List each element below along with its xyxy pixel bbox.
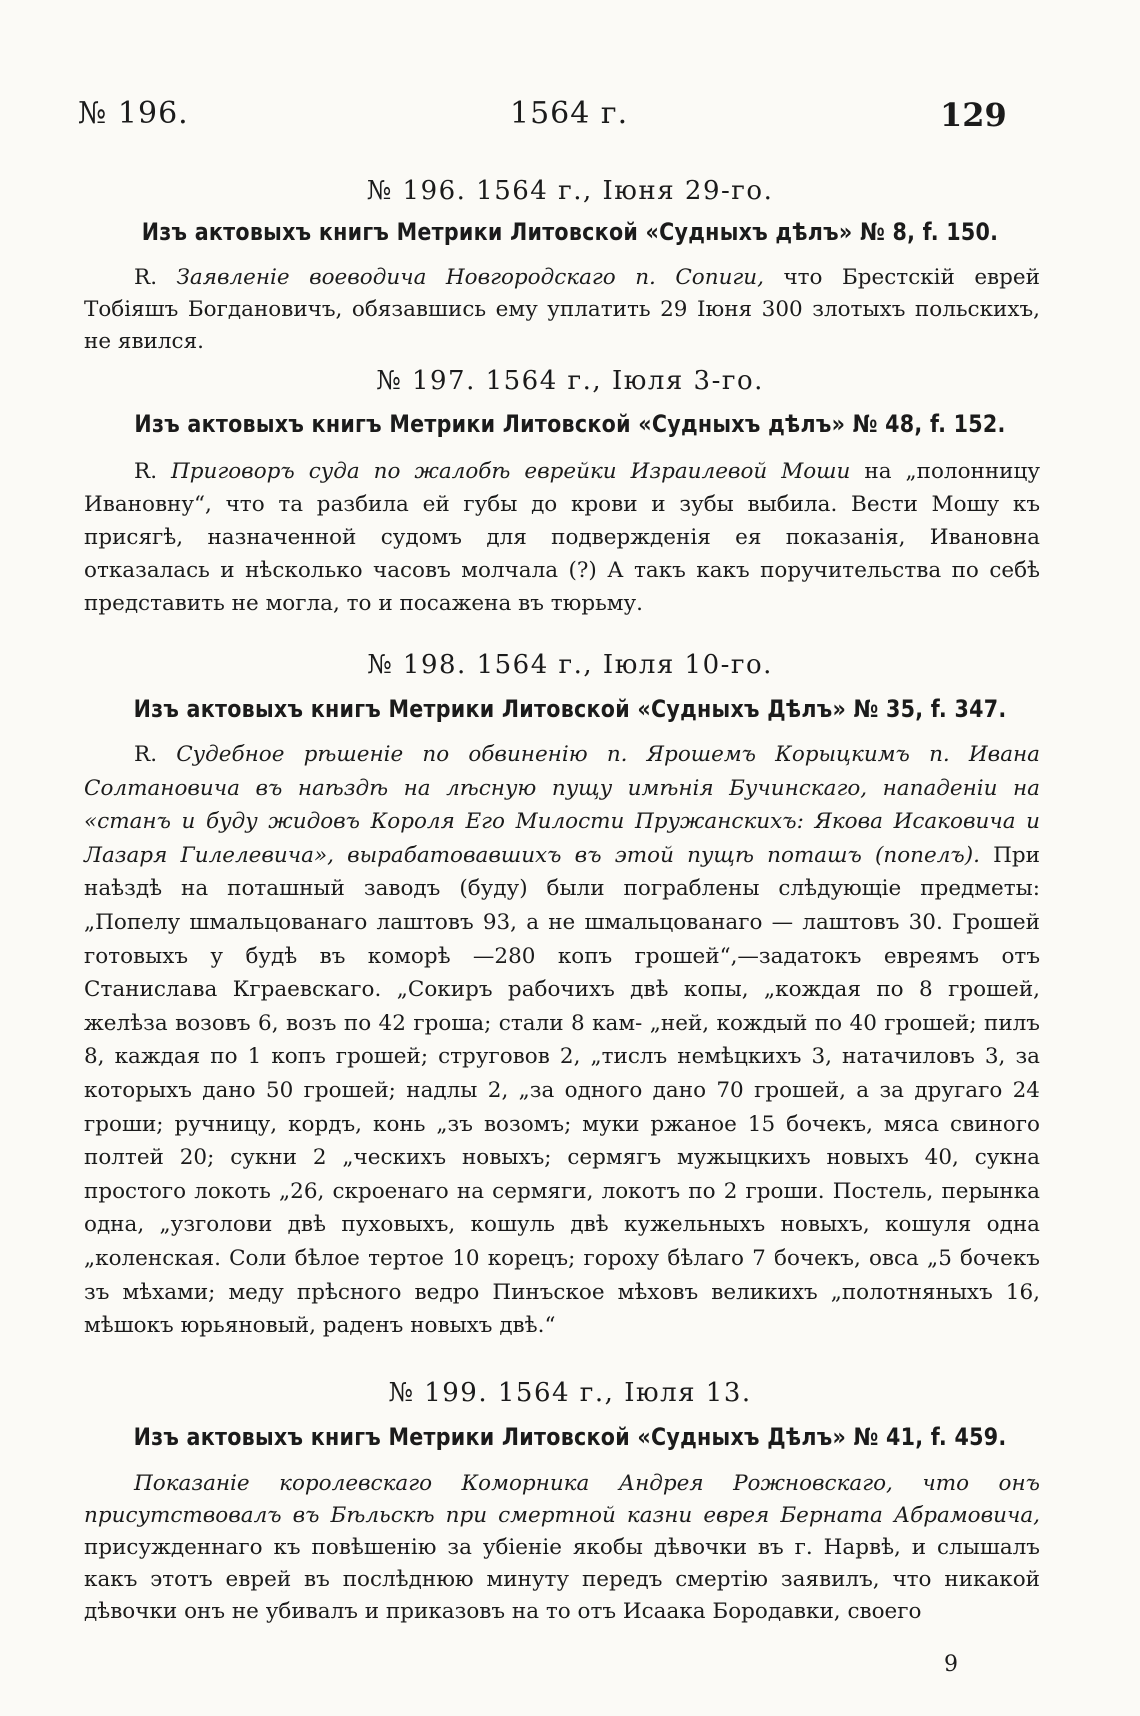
entry-summary-italic: Заявленіе воеводича Новгородскаго п. Сопиги,	[176, 265, 764, 290]
entry-lead: R.	[134, 459, 158, 484]
entry-lead: R.	[134, 742, 158, 767]
entry-source: Изъ актовыхъ книгъ Метрики Литовской «Судныхъ дѣлъ» № 48, f. 152.	[134, 410, 1006, 438]
signature-mark: 9	[944, 1652, 958, 1677]
entry-summary-italic: Приговоръ суда по жалобѣ еврейки Израилевой Моши	[171, 459, 851, 484]
entry-summary-italic: Показаніе королевскаго Коморника Андрея Рожновскаго, что онъ присутствовалъ въ Бѣльскѣ при смертной казни еврея Берната Абрамовича,	[84, 1471, 1040, 1528]
entry-abstract	[84, 738, 1040, 1343]
entry-abstract	[84, 1468, 1040, 1628]
running-head-doc-number: № 196.	[78, 96, 189, 131]
running-head-year: 1564 г.	[510, 96, 629, 131]
entry-source: Изъ актовыхъ книгъ Метрики Литовской «Судныхъ Дѣлъ» № 41, f. 459.	[133, 1423, 1007, 1451]
entry-heading: № 196. 1564 г., Іюня 29-го.	[366, 176, 774, 206]
entry-summary-text: что Брестскій еврей Тобіяшъ Богдановичъ, обязавшись ему уплатить 29 Іюня 300 злотыхъ польскихъ, не явился.	[84, 265, 1040, 354]
entry-abstract	[84, 262, 1040, 358]
entry-source: Изъ актовыхъ книгъ Метрики Литовской «Судныхъ дѣлъ» № 8, f. 150.	[141, 218, 999, 246]
entry-summary-text: на „полонницу Ивановну“, что та разбила ей губы до крови и зубы выбила. Вести Мошу къ присягѣ, назначенной судомъ для подверждeнія ея показанія, Ивановна отказалась и нѣсколько часовъ молчала (?) А такъ какъ поручительства по себѣ представить не могла, то и посажена въ тюрьму.	[84, 459, 1040, 616]
entry-heading: № 197. 1564 г., Іюля 3-го.	[376, 366, 764, 396]
running-head	[0, 96, 1140, 146]
entry-lead: R.	[134, 265, 158, 290]
entry-summary-text: При наѣздѣ на поташный заводъ (буду) были пограблены слѣдующіе предметы: „Попелу шмальцованаго лаштовъ 93, а не шмальцованаго — лаштовъ 30. Грошей готовыхъ у будѣ въ коморѣ —280 копъ грошей“,—задатокъ евреямъ отъ Станислава Кграевскаго. „Сокиръ рабочихъ двѣ копы, „кождая по 8 грошей, желѣза возовъ 6, возъ по 42 гроша; стали 8 кам- „ней, кождый по 40 грошей; пилъ 8, каждая по 1 копъ грошей; струговов 2, „тислъ немѣцкихъ 3, натачиловъ 3, за которыхъ дано 50 грошей; надлы 2, „за одного дано 70 грошей, а за другаго 24 гроши; ручницу, кордъ, конь „зъ возомъ; муки ржаное 15 бочекъ, мяса свиного полтей 20; сукни 2 „ческихъ новыхъ; сермягъ мужыцкихъ новыхъ 40, сукна простого локоть „26, скроенаго на сермяги, локотъ по 2 гроши. Постель, перынка одна, „узголови двѣ пуховыхъ, кошуль двѣ кужельныхъ новыхъ, кошуля одна „коленская. Соли бѣлое тертое 10 корецъ; гороху бѣлаго 7 бочекъ, овса „5 бочекъ зъ мѣхами; меду прѣсного ведро Пинъское мѣховъ великихъ „полотняныхъ 16, мѣшокъ юрьяновый, раденъ новыхъ двѣ.“	[84, 842, 1040, 1339]
entry-abstract	[84, 455, 1040, 620]
entry-summary-italic: Судебное рѣшеніе по обвиненію п. Ярошемъ Корыцкимъ п. Ивана Солтановича въ наѣздѣ на лѣсную пущу имѣнія Бучинскаго, нападеніи на «станъ и буду жидовъ Короля Его Милости Пружанскихъ: Якова Исаковича и Лазаря Гилелевича», вырабатовавшихъ въ этой пущѣ поташъ (попелъ).	[84, 742, 1040, 868]
entry-heading: № 199. 1564 г., Іюля 13.	[388, 1378, 752, 1408]
entry-summary-text: присужденнаго къ повѣшенію за убіеніе якобы дѣвочки въ г. Нарвѣ, и слышалъ какъ этотъ еврей въ послѣднюю минуту передъ смертію заявилъ, что никакой дѣвочки онъ не убивалъ и приказовъ на то отъ Исаака Бородавки, своего	[84, 1535, 1040, 1624]
entry-source: Изъ актовыхъ книгъ Метрики Литовской «Судныхъ Дѣлъ» № 35, f. 347.	[133, 695, 1007, 723]
entry-heading: № 198. 1564 г., Іюля 10-го.	[367, 650, 773, 680]
page-number: 129	[940, 96, 1007, 134]
